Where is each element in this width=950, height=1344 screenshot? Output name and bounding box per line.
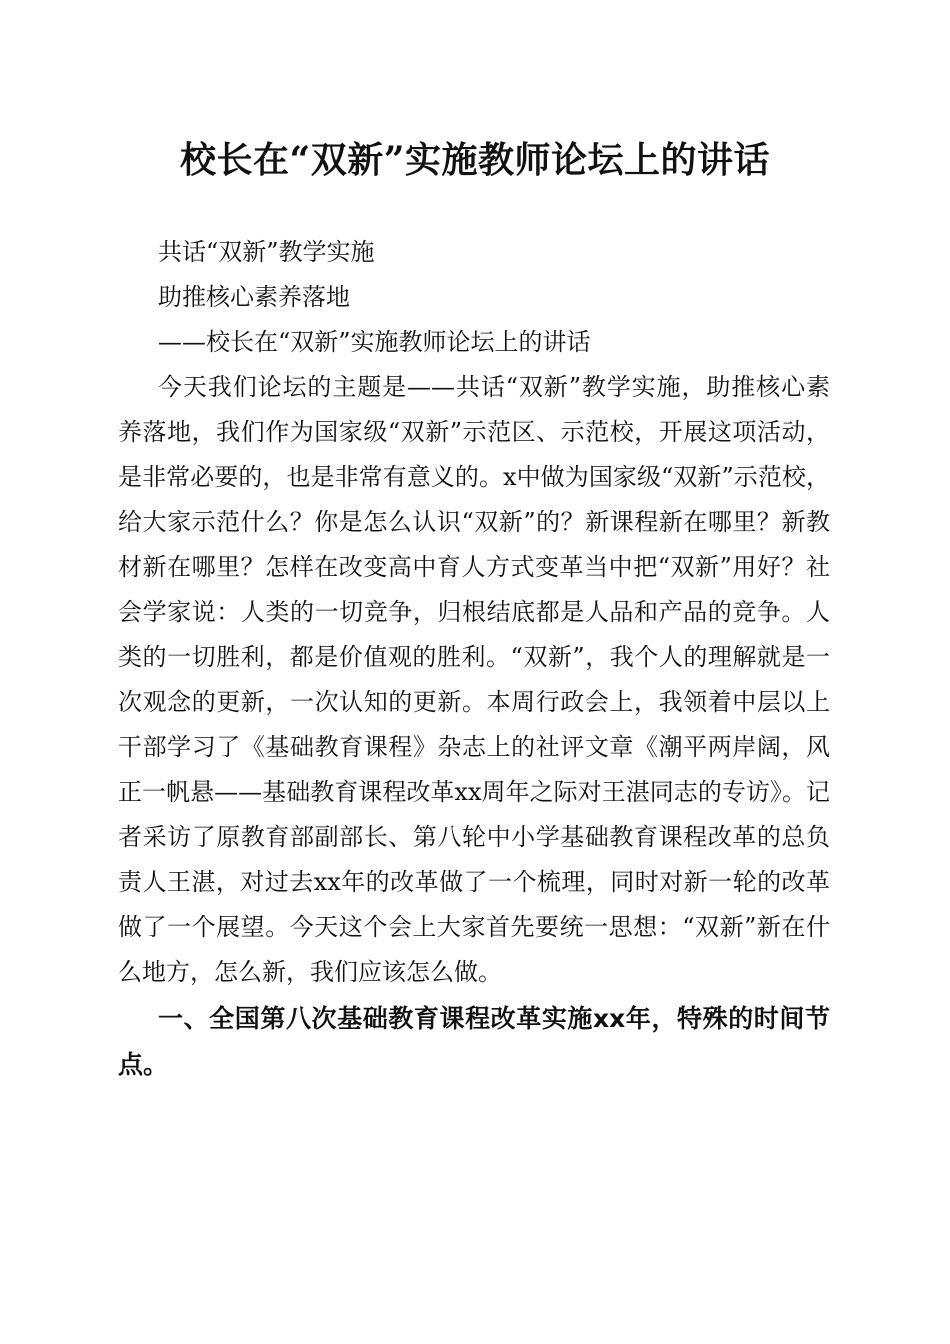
section-heading: 一、全国第八次基础教育课程改革实施xx年，特殊的时间节点。 [118, 1004, 830, 1079]
subtitle-line-3: ——校长在“双新”实施教师论坛上的讲话 [158, 328, 591, 356]
document-body [118, 230, 830, 1088]
subtitle-line-1: 共话“双新”教学实施 [158, 238, 375, 266]
document-title: 校长在“双新”实施教师论坛上的讲话 [180, 139, 770, 181]
subtitle-line-2: 助推核心素养落地 [158, 283, 350, 311]
body-paragraph: 今天我们论坛的主题是——共话“双新”教学实施，助推核心素养落地，我们作为国家级“双新”示范区、示范校，开展这项活动，是非常必要的，也是非常有意义的。x中做为国家级“双新”示范校，给大家示范什么？你是怎么认识“双新”的？新课程新在哪里？新教材新在哪里？怎样在改变高中育人方式变革当中把“双新”用好？社会学家说：人类的一切竞争，归根结底都是人品和产品的竞争。人类的一切胜利，都是价值观的胜利。“双新”，我个人的理解就是一次观念的更新，一次认知的更新。本周行政会上，我领着中层以上干部学习了《基础教育课程》杂志上的社评文章《潮平两岸阔，风正一帆悬——基础教育课程改革xx周年之际对王湛同志的专访》。记者采访了原教育部副部长、第八轮中小学基础教育课程改革的总负责人王湛，对过去xx年的改革做了一个梳理，同时对新一轮的改革做了一个展望。今天这个会上大家首先要统一思想：“双新”新在什么地方，怎么新，我们应该怎么做。 [118, 373, 830, 986]
